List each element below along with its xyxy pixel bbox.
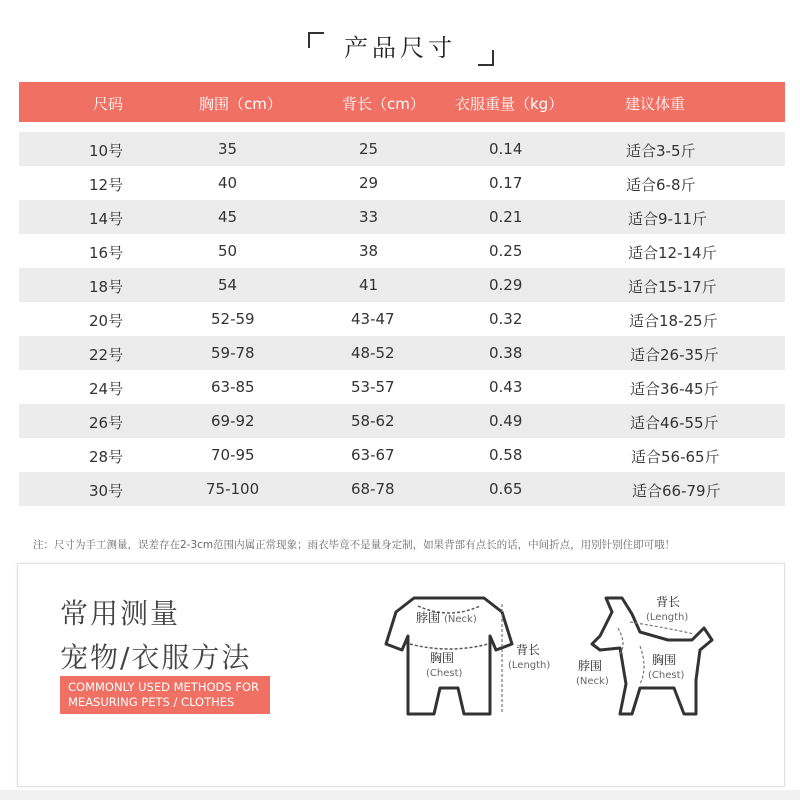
dog-length-label-cn: 背长 (656, 595, 681, 609)
title-bracket-right (478, 50, 494, 66)
header-chest: 胸围（cm） (199, 95, 282, 113)
cell-weight: 0.65 (489, 480, 523, 498)
clothes-length-label-en: (Length) (508, 660, 551, 671)
header-suggested-weight: 建议体重 (625, 95, 686, 113)
dog-neck-line (618, 628, 623, 656)
header-size: 尺码 (93, 95, 124, 113)
method-title-line2: 宠物/衣服方法 (60, 641, 252, 674)
cell-weight: 0.58 (489, 446, 523, 464)
size-table-body (19, 132, 785, 506)
cell-size: 30号 (89, 482, 124, 500)
cell-size: 10号 (89, 142, 124, 160)
header-back-length: 背长（cm） (342, 95, 425, 113)
cell-chest: 75-100 (206, 480, 260, 498)
cell-size: 18号 (89, 278, 124, 296)
english-line1: COMMONLY USED METHODS FOR (68, 680, 260, 694)
cell-back-length: 63-67 (351, 446, 395, 464)
clothes-chest-label-cn: 胸围 (430, 651, 455, 665)
cell-suggested-weight: 适合6-8斤 (626, 176, 696, 194)
dog-length-label-en: (Length) (646, 612, 689, 623)
table-row (19, 336, 785, 370)
cell-chest: 59-78 (211, 344, 255, 362)
cell-back-length: 38 (359, 242, 379, 260)
dog-chest-line (640, 646, 644, 684)
cell-weight: 0.38 (489, 344, 523, 362)
header-weight: 衣服重量（kg） (455, 95, 564, 113)
cell-weight: 0.14 (489, 140, 523, 158)
cell-size: 12号 (89, 176, 124, 194)
table-row (19, 234, 785, 268)
cell-chest: 45 (218, 208, 238, 226)
bottom-strip (0, 790, 800, 800)
cell-chest: 63-85 (211, 378, 255, 396)
method-title-line1: 常用测量 (60, 597, 181, 630)
cell-chest: 52-59 (211, 310, 255, 328)
dog-chest-label-cn: 胸围 (652, 653, 677, 667)
table-row (19, 132, 785, 166)
english-line2: MEASURING PETS / CLOTHES (68, 695, 235, 709)
cell-back-length: 29 (359, 174, 379, 192)
table-row (19, 370, 785, 404)
cell-back-length: 25 (359, 140, 379, 158)
cell-suggested-weight: 适合9-11斤 (628, 210, 708, 228)
cell-back-length: 48-52 (351, 344, 395, 362)
table-row (19, 268, 785, 302)
table-row (19, 438, 785, 472)
measurement-note: 注：尺寸为手工测量，误差存在2-3cm范围内属正常现象；雨衣毕竟不是量身定制，如果背部有点长的话，中间折点，用别针别住即可哦！ (33, 539, 676, 551)
cell-weight: 0.43 (489, 378, 523, 396)
dog-chest-label-en: (Chest) (648, 670, 685, 681)
size-table-header (19, 82, 785, 122)
clothes-length-label-cn: 背长 (516, 643, 541, 657)
cell-back-length: 33 (359, 208, 379, 226)
cell-suggested-weight: 适合12-14斤 (628, 244, 717, 262)
cell-weight: 0.29 (489, 276, 523, 294)
cell-size: 24号 (89, 380, 124, 398)
table-row (19, 166, 785, 200)
dog-neck-label-en: (Neck) (576, 676, 609, 687)
cell-back-length: 43-47 (351, 310, 395, 328)
table-row (19, 200, 785, 234)
cell-back-length: 41 (359, 276, 379, 294)
table-row (19, 404, 785, 438)
cell-size: 14号 (89, 210, 124, 228)
clothes-chest-line (410, 644, 488, 649)
cell-size: 20号 (89, 312, 124, 330)
cell-suggested-weight: 适合56-65斤 (631, 448, 720, 466)
cell-size: 26号 (89, 414, 124, 432)
cell-chest: 54 (218, 276, 238, 294)
page-title: 产品尺寸 (344, 34, 456, 62)
cell-chest: 50 (218, 242, 238, 260)
cell-chest: 69-92 (211, 412, 255, 430)
cell-back-length: 53-57 (351, 378, 395, 396)
cell-size: 28号 (89, 448, 124, 466)
cell-chest: 35 (218, 140, 238, 158)
cell-suggested-weight: 适合3-5斤 (626, 142, 696, 160)
cell-chest: 70-95 (211, 446, 255, 464)
cell-suggested-weight: 适合66-79斤 (632, 482, 721, 500)
method-english-banner (60, 676, 270, 714)
cell-weight: 0.25 (489, 242, 523, 260)
measuring-method-panel (17, 563, 785, 787)
cell-weight: 0.49 (489, 412, 523, 430)
cell-suggested-weight: 适合26-35斤 (630, 346, 719, 364)
cell-suggested-weight: 适合18-25斤 (629, 312, 718, 330)
cell-weight: 0.17 (489, 174, 523, 192)
cell-size: 22号 (89, 346, 124, 364)
cell-weight: 0.32 (489, 310, 523, 328)
cell-back-length: 58-62 (351, 412, 395, 430)
cell-chest: 40 (218, 174, 238, 192)
page-title-area (0, 22, 800, 72)
cell-size: 16号 (89, 244, 124, 262)
cell-suggested-weight: 适合15-17斤 (628, 278, 717, 296)
dog-neck-label-cn: 脖围 (578, 659, 603, 673)
cell-suggested-weight: 适合46-55斤 (630, 414, 719, 432)
table-row (19, 472, 785, 506)
clothes-neck-label-en: (Neck) (444, 614, 477, 625)
measurement-diagram (378, 584, 778, 774)
cell-suggested-weight: 适合36-45斤 (630, 380, 719, 398)
clothes-neck-label-cn: 脖围 (416, 611, 441, 625)
cell-back-length: 68-78 (351, 480, 395, 498)
table-row (19, 302, 785, 336)
clothes-chest-label-en: (Chest) (426, 668, 463, 679)
cell-weight: 0.21 (489, 208, 523, 226)
